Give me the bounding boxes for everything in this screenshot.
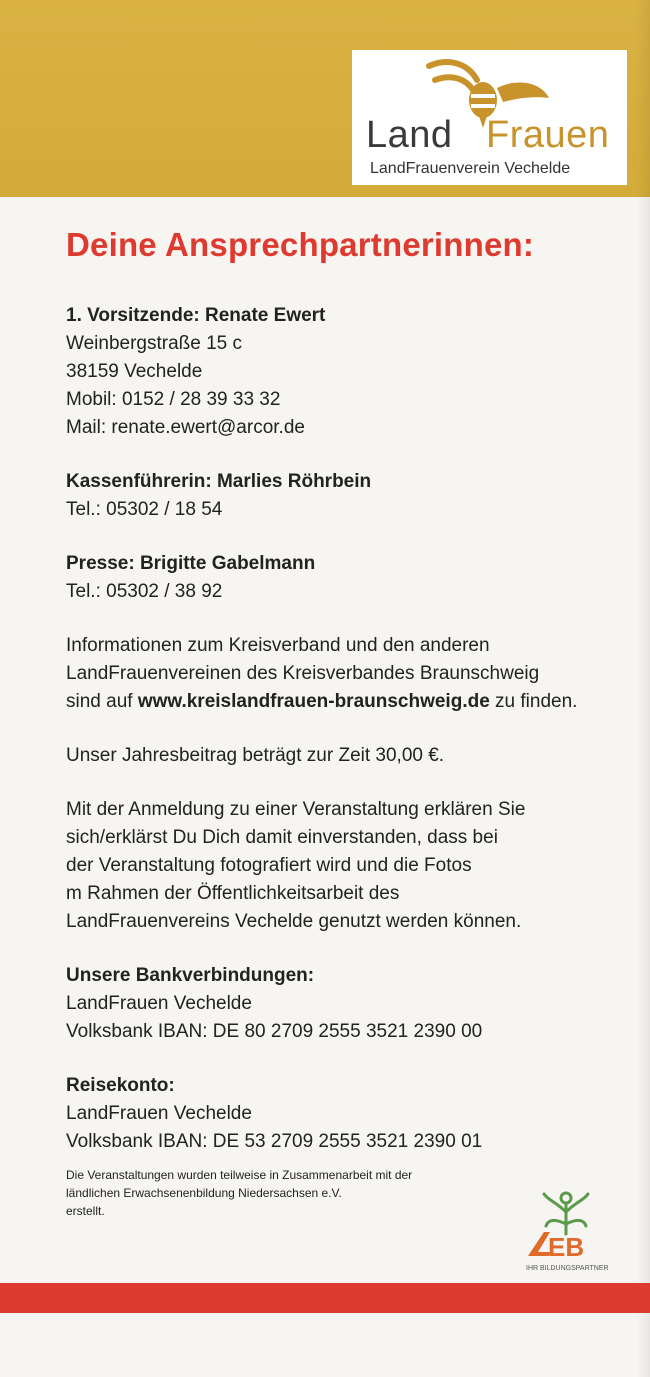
treasurer-title: Kassenführerin: Marlies Röhrbein [66, 471, 372, 492]
travel-iban: Volksbank IBAN: DE 53 2709 2555 3521 2390 01 [66, 1131, 483, 1152]
chair-contact [66, 302, 636, 442]
footnote-line-3: erstellt. [66, 1204, 105, 1218]
chair-title: 1. Vorsitzende: Renate Ewert [66, 305, 326, 326]
travel-holder: LandFrauen Vechelde [66, 1103, 252, 1124]
consent-line-2: sich/erklärst Du Dich damit einverstanden, dass bei [66, 827, 498, 848]
consent-line-4: m Rahmen der Öffentlichkeitsarbeit des [66, 883, 400, 904]
press-title: Presse: Brigitte Gabelmann [66, 553, 316, 574]
bank-holder: LandFrauen Vechelde [66, 993, 252, 1014]
bank-iban: Volksbank IBAN: DE 80 2709 2555 3521 2390 00 [66, 1021, 483, 1042]
leb-wordmark: EB [548, 1232, 585, 1262]
info-line-1: Informationen zum Kreisverband und den anderen [66, 635, 490, 656]
chair-city: 38159 Vechelde [66, 361, 203, 382]
chair-mail: Mail: renate.ewert@arcor.de [66, 417, 305, 438]
consent-line-3: der Veranstaltung fotografiert wird und die Fotos [66, 855, 472, 876]
footnote-line-1: Die Veranstaltungen wurden teilweise in Zusammenarbeit mit der [66, 1168, 413, 1182]
annual-fee: Unser Jahresbeitrag beträgt zur Zeit 30,00 €. [66, 745, 445, 766]
landfrauen-logo [352, 50, 627, 185]
chair-street: Weinbergstraße 15 c [66, 333, 243, 354]
page-title: Deine Ansprechpartnerinnen: [66, 226, 535, 263]
travel-title: Reisekonto: [66, 1075, 175, 1096]
info-line-3 [66, 688, 636, 716]
footer-band [0, 1283, 650, 1313]
kreislandfrauen-link[interactable]: www.kreislandfrauen-braunschweig.de [137, 691, 490, 712]
treasurer-phone: Tel.: 05302 / 18 54 [66, 499, 223, 520]
info-paragraph [66, 632, 636, 716]
consent-line-5: LandFrauenvereins Vechelde genutzt werden können. [66, 911, 522, 932]
footnote-line-2: ländlichen Erwachsenenbildung Niedersachsen e.V. [66, 1186, 342, 1200]
chair-mobile: Mobil: 0152 / 28 39 33 32 [66, 389, 281, 410]
page-fold-shadow [636, 0, 650, 1377]
info-line-3-suffix: zu finden. [489, 691, 578, 712]
bank-details [66, 962, 636, 1046]
leb-tagline: IHR BILDUNGSPARTNER [526, 1265, 609, 1272]
info-line-3-prefix: sind auf [66, 691, 138, 712]
consent-line-1: Mit der Anmeldung zu einer Veranstaltung erklären Sie [66, 799, 526, 820]
travel-account [66, 1072, 636, 1156]
leb-figure-icon [544, 1193, 588, 1234]
photo-consent [66, 796, 636, 936]
footnote [66, 1166, 536, 1220]
logo-word-land: Land [366, 114, 453, 156]
contact-content [66, 302, 636, 1156]
treasurer-contact [66, 468, 636, 524]
press-contact [66, 550, 636, 606]
logo-word-frauen: Frauen [486, 114, 610, 156]
info-line-2: LandFrauenvereinen des Kreisverbandes Braunschweig [66, 663, 540, 684]
bank-title: Unsere Bankverbindungen: [66, 965, 315, 986]
leb-logo [522, 1190, 626, 1276]
logo-subtitle: LandFrauenverein Vechelde [370, 160, 571, 177]
press-phone: Tel.: 05302 / 38 92 [66, 581, 223, 602]
